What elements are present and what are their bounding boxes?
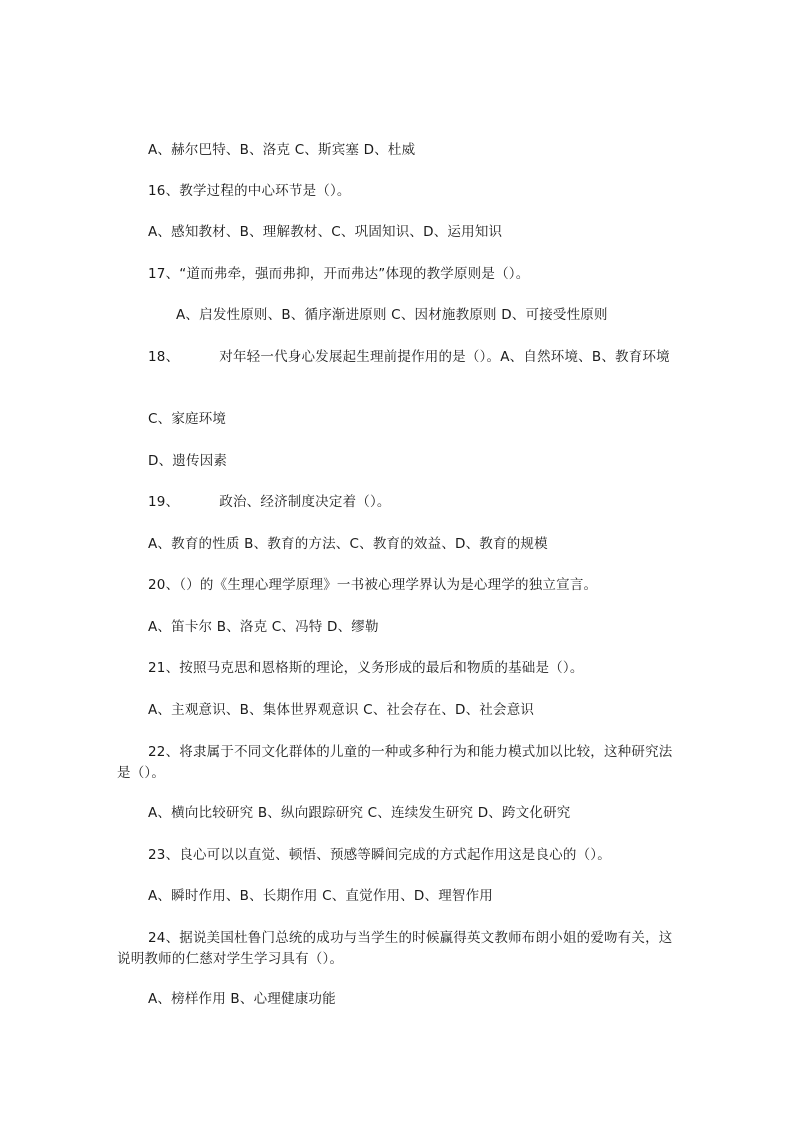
question-23: 23、良心可以以直觉、顿悟、预感等瞬间完成的方式起作用这是良心的（）。	[148, 847, 611, 863]
question-17: 17、“道而弗牵，强而弗抑，开而弗达”体现的教学原则是（）。	[148, 266, 530, 282]
answer-options-20: A、笛卡尔 B、洛克 C、冯特 D、缪勒	[148, 619, 379, 635]
answer-options-21: A、主观意识、B、集体世界观意识 C、社会存在、D、社会意识	[148, 702, 535, 718]
question-19-number: 19、	[148, 494, 180, 510]
answer-option-18-c: C、家庭环境	[148, 411, 227, 427]
question-19-text: 政治、经济制度决定着（）。	[219, 494, 391, 510]
question-18-number: 18、	[148, 349, 180, 365]
answer-options-17: A、启发性原则、B、循序渐进原则 C、因材施教原则 D、可接受性原则	[176, 307, 608, 323]
answer-options-16: A、感知教材、B、理解教材、C、巩固知识、D、运用知识	[148, 224, 503, 240]
question-18	[148, 347, 670, 367]
question-21: 21、按照马克思和恩格斯的理论，义务形成的最后和物质的基础是（）。	[148, 660, 584, 676]
answer-option-18-d: D、遗传因素	[148, 453, 228, 469]
question-24: 24、据说美国杜鲁门总统的成功与当学生的时候赢得英文教师布朗小姐的爱吻有关，这说明教师的仁慈对学生学习具有（）。	[117, 930, 673, 967]
question-20: 20、（）的《生理心理学原理》一书被心理学界认为是心理学的独立宣言。	[148, 577, 598, 593]
question-19	[148, 492, 391, 512]
answer-options-22: A、横向比较研究 B、纵向跟踪研究 C、连续发生研究 D、跨文化研究	[148, 805, 571, 821]
question-18-text: 对年轻一代身心发展起生理前提作用的是（）。A、自然环境、B、教育环境	[219, 349, 670, 365]
question-16: 16、教学过程的中心环节是（）。	[148, 183, 351, 199]
answer-options-24: A、榜样作用 B、心理健康功能	[148, 991, 336, 1007]
answer-options-19: A、教育的性质 B、教育的方法、C、教育的效益、D、教育的规模	[148, 536, 548, 552]
question-22: 22、将隶属于不同文化群体的儿童的一种或多种行为和能力模式加以比较，这种研究法是（）。	[117, 744, 673, 781]
answer-options-23: A、瞬时作用、B、长期作用 C、直觉作用、D、理智作用	[148, 888, 494, 904]
answer-options-15: A、赫尔巴特、B、洛克 C、斯宾塞 D、杜威	[148, 142, 416, 158]
